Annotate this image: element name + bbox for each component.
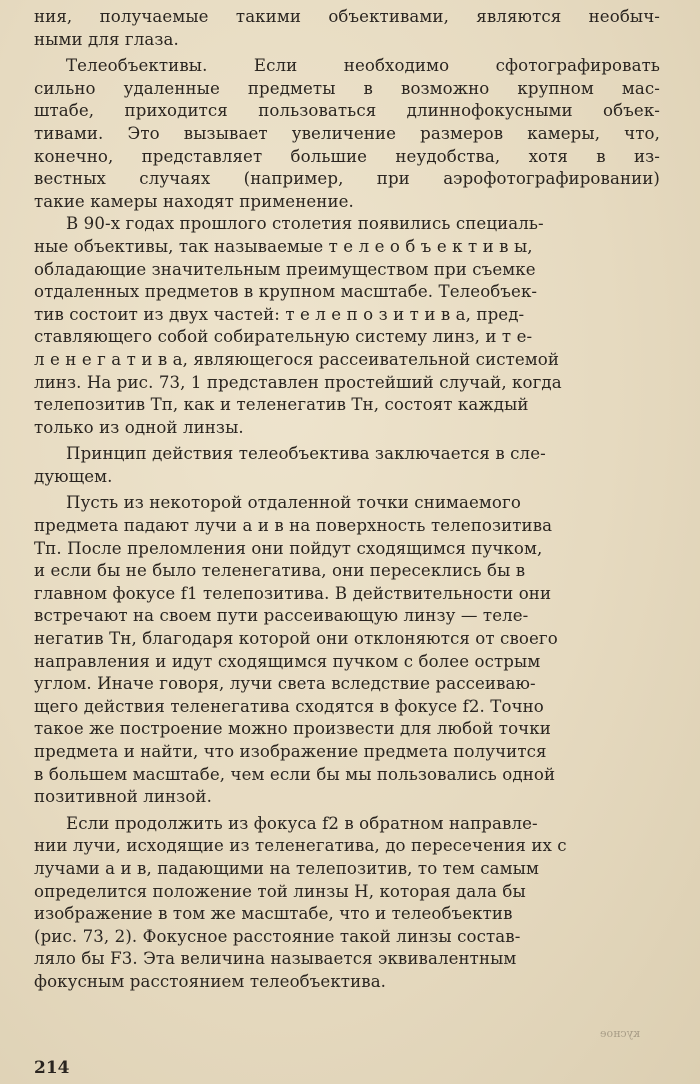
text-line: только из одной линзы.: [34, 417, 244, 437]
text-line: щего действия теленегатива сходятся в фокусе f2. Точно: [34, 696, 544, 716]
text-line: изображение в том же масштабе, что и телеобъектив: [34, 904, 513, 924]
text-line: ляло бы F3. Эта величина называется эквивалентным: [34, 949, 517, 969]
text-line: тивами. Это вызывает увеличение размеров камеры, что,: [34, 123, 660, 143]
text-line: отдаленных предметов в крупном масштабе. Телеобъек-: [34, 282, 538, 302]
text-line: такое же построение можно произвести для любой точки: [34, 719, 551, 739]
page-text-body: [34, 6, 660, 994]
text-line: определится положение той линзы Н, которая дала бы: [34, 881, 526, 901]
text-line: и если бы не было теленегатива, они пересеклись бы в: [34, 561, 526, 581]
section-heading-line: Телеобъективы. Если необходимо сфотографировать: [66, 56, 660, 76]
paragraph-4: [34, 443, 660, 488]
text-line: В 90-х годах прошлого столетия появились специаль-: [66, 214, 544, 234]
text-line: такие камеры находят применение.: [34, 191, 354, 211]
text-line: фокусным расстоянием телеобъектива.: [34, 971, 387, 991]
text-line: в большем масштабе, чем если бы мы пользовались одной: [34, 764, 556, 784]
text-line: позитивной линзой.: [34, 787, 212, 807]
text-line: ными для глаза.: [34, 29, 179, 49]
text-line: ния, получаемые такими объективами, являются необыч-: [34, 7, 660, 26]
text-line: негатив Тн, благодаря которой они отклоняются от своего: [34, 629, 558, 649]
text-line: нии лучи, исходящие из теленегатива, до пересечения их с: [34, 836, 567, 856]
paragraph-2-teleobjectives: [34, 55, 660, 213]
paragraph-1: [34, 6, 660, 51]
text-line: вестных случаях (например, при аэрофотографировании): [34, 169, 660, 189]
text-line: Пусть из некоторой отдаленной точки снимаемого: [66, 493, 521, 513]
text-line: обладающие значительным преимуществом при съемке: [34, 259, 536, 279]
text-line: (рис. 73, 2). Фокусное расстояние такой линзы состав-: [34, 926, 521, 946]
page-number: 214: [34, 1058, 70, 1078]
text-line: Тп. После преломления они пойдут сходящимся пучком,: [34, 538, 543, 558]
text-line: сильно удаленные предметы в возможно крупном мас-: [34, 78, 660, 98]
text-line: ставляющего собой собирательную систему линз, и т е-: [34, 327, 533, 347]
text-line: встречают на своем пути рассеивающую линзу — теле-: [34, 606, 529, 626]
text-line: штабе, приходится пользоваться длиннофокусными объек-: [34, 101, 660, 121]
text-line: Принцип действия телеобъектива заключается в сле-: [66, 444, 546, 464]
text-line: линз. На рис. 73, 1 представлен простейший случай, когда: [34, 372, 562, 392]
text-line: предмета и найти, что изображение предмета получится: [34, 742, 547, 761]
paragraph-6: [34, 813, 660, 994]
text-line: направления и идут сходящимся пучком с более острым: [34, 651, 541, 671]
text-line: тив состоит из двух частей: т е л е п о з и т и в а, пред-: [34, 304, 525, 324]
text-line: Если продолжить из фокуса f2 в обратном направле-: [66, 813, 538, 833]
text-line: дующем.: [34, 466, 113, 486]
text-line: главном фокусе f1 телепозитива. В действительности они: [34, 583, 552, 603]
text-line: лучами а и в, падающими на телепозитив, то тем самым: [34, 858, 539, 878]
text-line: ные объективы, так называемые т е л е о б ъ е к т и в ы,: [34, 236, 533, 256]
bleed-through-text: кусное: [600, 1027, 640, 1040]
text-line: углом. Иначе говоря, лучи света вследствие рассеиваю-: [34, 674, 536, 694]
text-line: л е н е г а т и в а, являющегося рассеивательной системой: [34, 349, 560, 369]
text-line: конечно, представляет большие неудобства, хотя в из-: [34, 146, 660, 166]
paragraph-5: [34, 492, 660, 808]
text-line: телепозитив Тп, как и теленегатив Тн, состоят каждый: [34, 395, 529, 415]
text-line: предмета падают лучи а и в на поверхность телепозитива: [34, 516, 553, 536]
paragraph-3: [34, 213, 660, 439]
